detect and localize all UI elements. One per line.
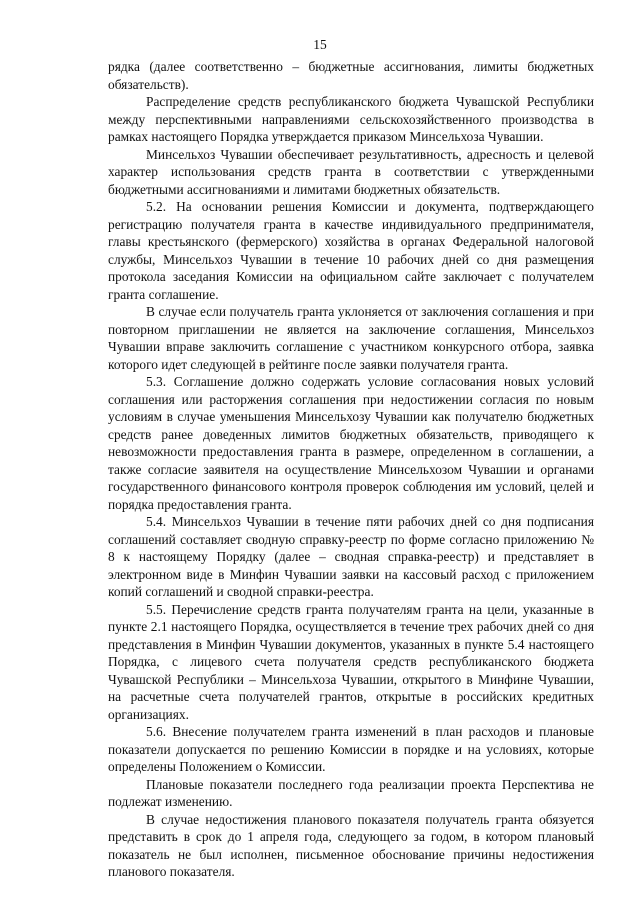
paragraph-5-6: 5.6. Внесение получателем гранта изменений в план расходов и плановые показатели допускается по решению Комиссии в порядке и на условиях, которые определены Положением о Комиссии. xyxy=(108,724,594,774)
paragraph-planned-indicators: Плановые показатели последнего года реализации проекта Перспектива не подлежат изменению. xyxy=(108,776,594,809)
paragraph-continuation: рядка (далее соответственно – бюджетные ассигнования, лимиты бюджетных обязательств). xyxy=(108,59,594,92)
paragraph-5-3: 5.3. Соглашение должно содержать условие согласования новых условий соглашения или расторжения соглашения при недостижении согласия по новым условиям в случае уменьшения Минсельхозу Чувашии как получателю бюджетных средств ранее доведенных лимитов бюджетных обязательств, приводящего к невозможности предоставления гранта в размере, определенном в соглашении, а также согласие заявителя на осуществление Минсельхозом Чувашии и органами государственного финансового контроля проверок соблюдения им условий, целей и порядка предоставления гранта. xyxy=(108,374,594,512)
paragraph-5-4: 5.4. Минсельхоз Чувашии в течение пяти рабочих дней со дня подписания соглашений составляет сводную справку-реестр по форме согласно приложению № 8 к настоящему Порядку (далее – сводная справка-реестр) и представляет в электронном виде в Минфин Чувашии заявки на кассовый расход с приложением копий соглашений и сводной справки-реестра. xyxy=(108,514,594,599)
document-body xyxy=(108,58,594,881)
paragraph-grant-evasion: В случае если получатель гранта уклоняется от заключения соглашения и при повторном приглашении не является на заключение соглашения, Минсельхоз Чувашии вправе заключить соглашение с участником конкурсного отбора, заявка которого идет следующей в рейтинге после заявки получателя гранта. xyxy=(108,304,594,372)
paragraph-ministry-responsibility: Минсельхоз Чувашии обеспечивает результативность, адресность и целевой характер использования средств гранта в соответствии с утвержденными бюджетными ассигнованиями и лимитами бюджетных обязательств. xyxy=(108,146,594,197)
paragraph-5-2: 5.2. На основании решения Комиссии и документа, подтверждающего регистрацию получателя гранта в качестве индивидуального предпринимателя, главы крестьянского (фермерского) хозяйства в органах Федеральной налоговой службы, Минсельхоз Чувашии в течение 10 рабочих дней со дня размещения протокола заседания Комиссии на официальном сайте заключает с получателем гранта соглашение. xyxy=(108,199,594,302)
paragraph-budget-distribution: Распределение средств республиканского бюджета Чувашской Республики между перспективными направлениями сельскохозяйственного производства в рамках настоящего Порядка утверждается приказом Минсельхоза Чувашии. xyxy=(108,94,594,144)
paragraph-non-achievement: В случае недостижения планового показателя получатель гранта обязуется представить в срок до 1 апреля года, следующего за годом, в котором плановый показатель не был исполнен, письменное обоснование причины недостижения планового показателя. xyxy=(108,811,594,879)
page-number: 15 xyxy=(313,37,327,52)
paragraph-5-5: 5.5. Перечисление средств гранта получателям гранта на цели, указанные в пункте 2.1 настоящего Порядка, осуществляется в течение трех рабочих дней со дня представления в Минфин Чувашии документов, указанных в пункте 5.4 настоящего Порядка, с лицевого счета получателя средств республиканского бюджета Чувашской Республики – Минсельхоза Чувашии, открытого в Минфине Чувашии, на расчетные счета получателей грантов, открытые в российских кредитных организациях. xyxy=(108,601,594,722)
